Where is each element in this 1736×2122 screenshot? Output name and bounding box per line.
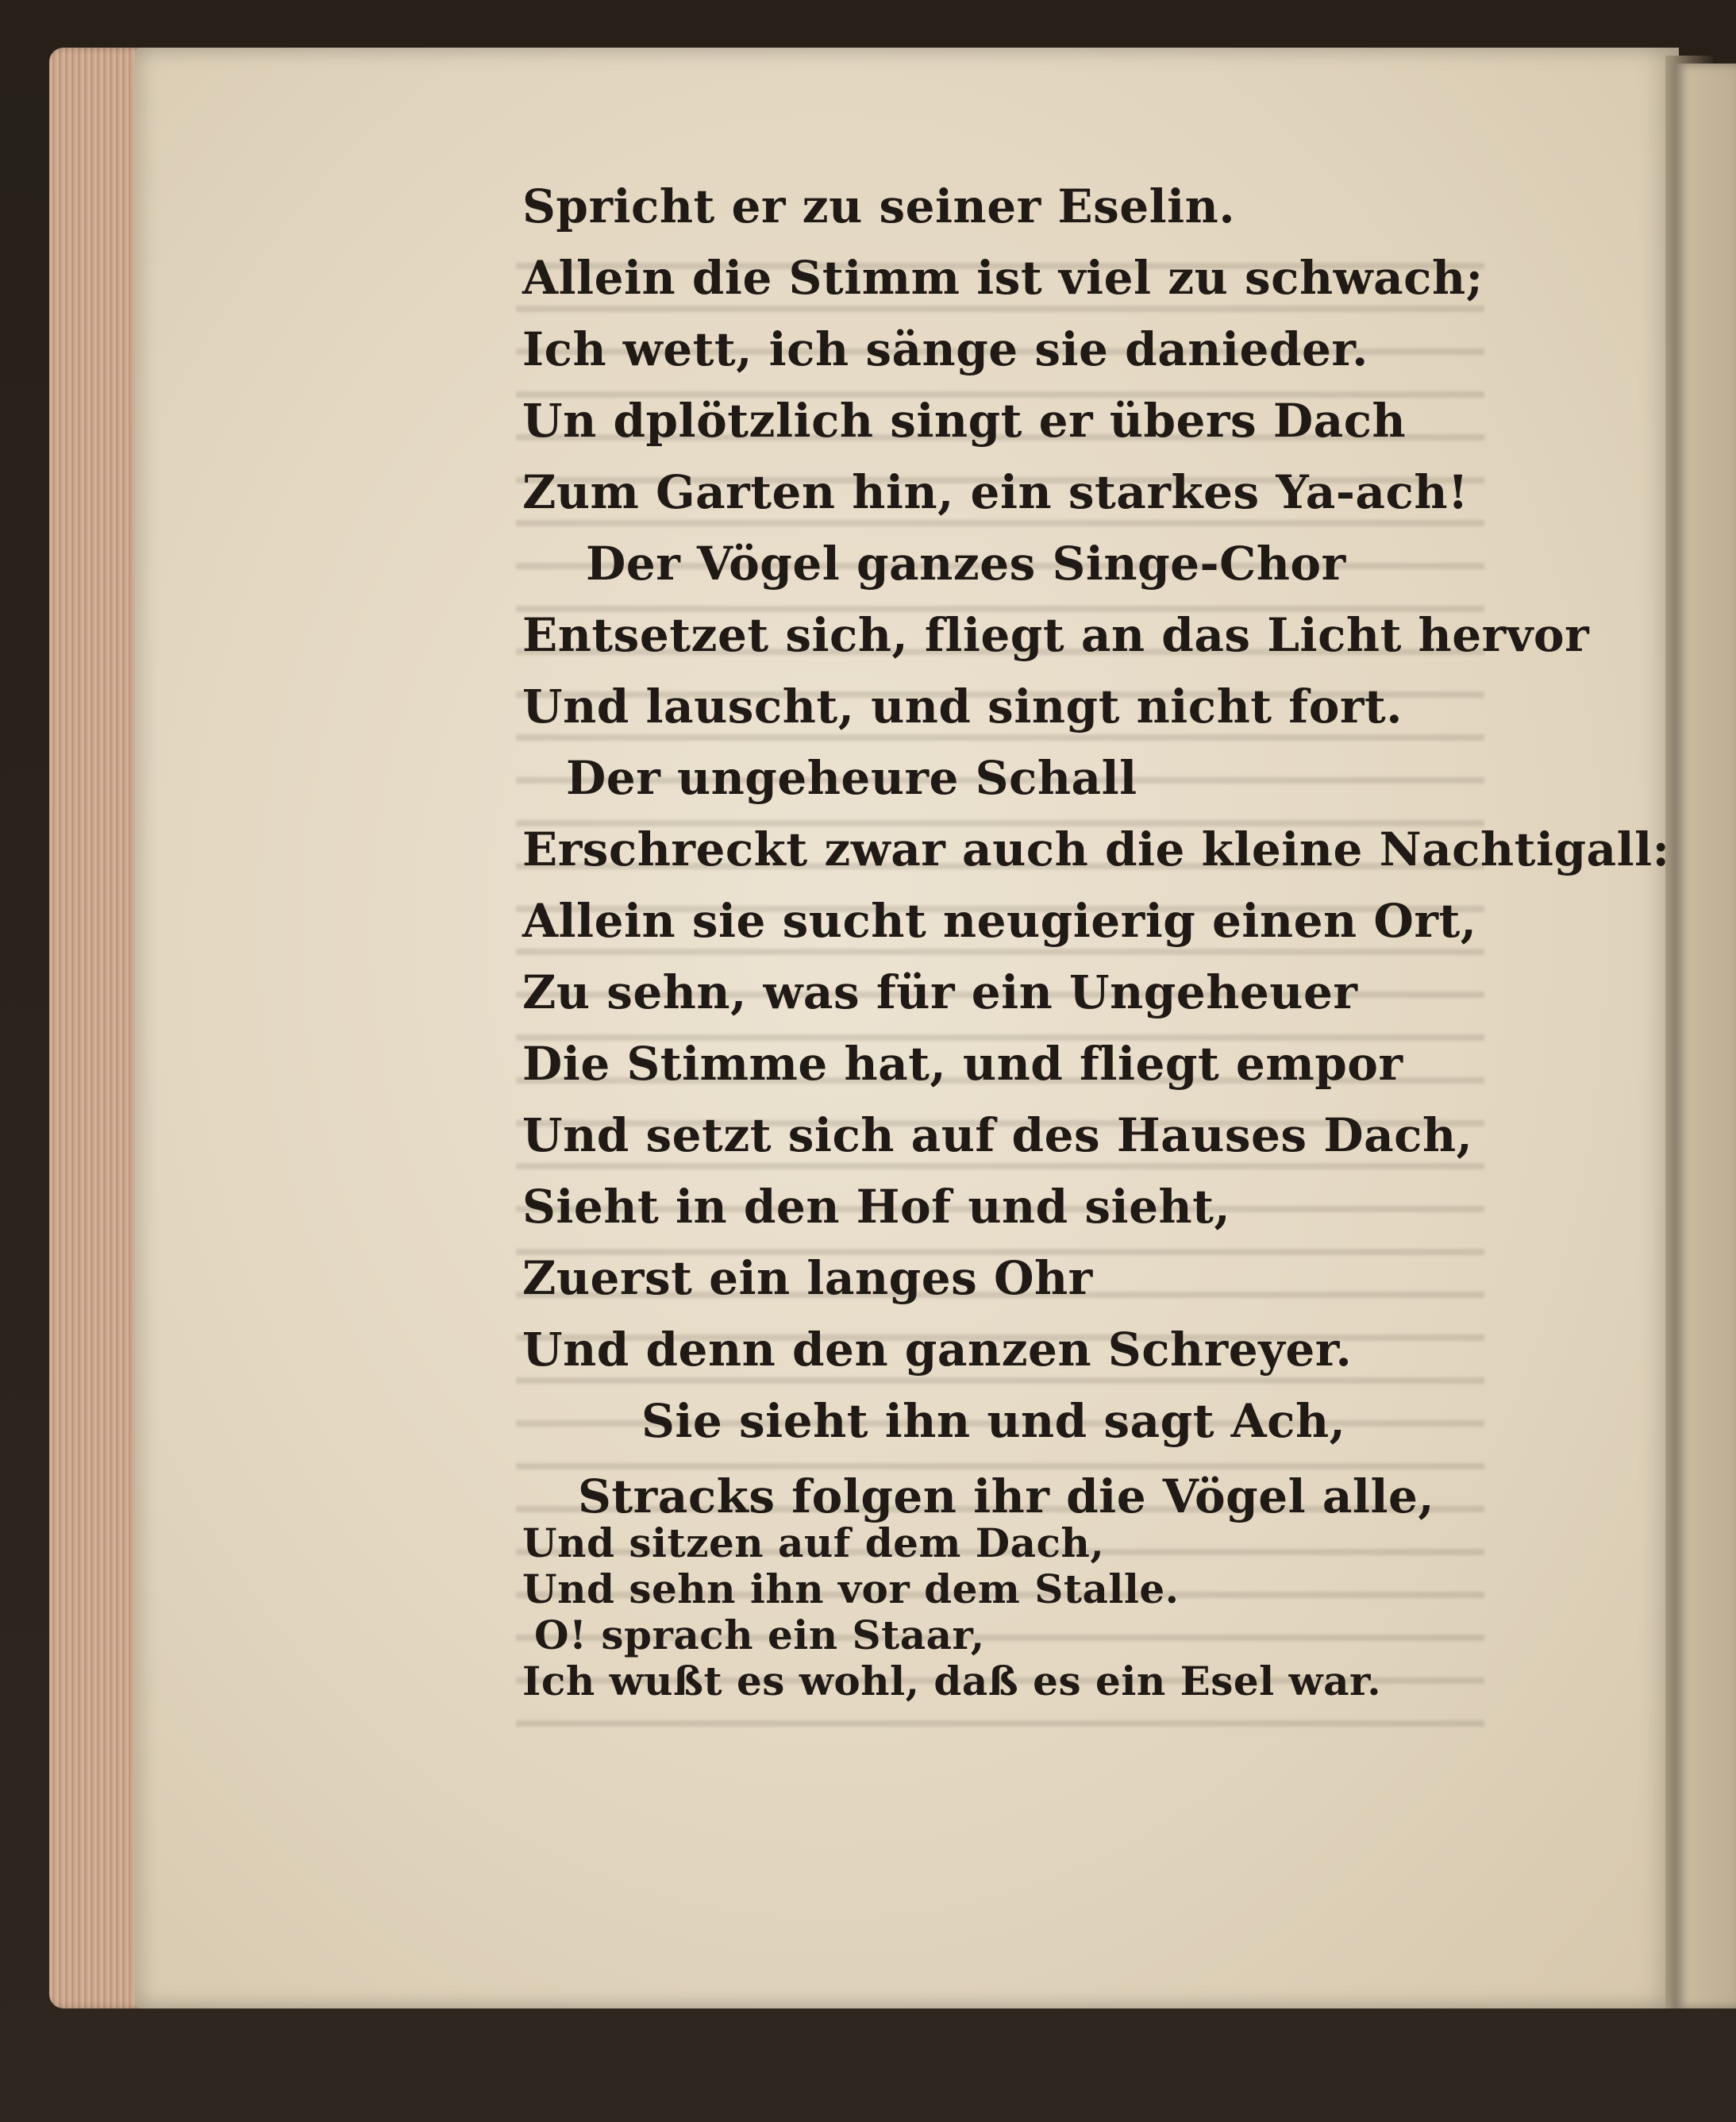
poem-line: Ich wußt es wohl, daß es ein Esel war. xyxy=(522,1658,1382,1704)
poem-line: Entsetzet sich, fliegt an das Licht hervor xyxy=(522,608,1590,662)
poem-line: Und lauscht, und singt nicht fort. xyxy=(522,680,1403,734)
poem-line: Und denn den ganzen Schreyer. xyxy=(522,1323,1353,1377)
poem-line: Der Vögel ganzes Singe-Chor xyxy=(586,537,1346,591)
poem-line: Und sehn ihn vor dem Stalle. xyxy=(522,1566,1180,1612)
poem-line: Und setzt sich auf des Hauses Dach, xyxy=(522,1108,1473,1162)
poem-line: Und sitzen auf dem Dach, xyxy=(522,1519,1105,1566)
poem-line: O! sprach ein Staar, xyxy=(534,1612,985,1658)
facing-page-edge xyxy=(1675,64,1736,2008)
book-page-edges xyxy=(49,48,144,2008)
poem-line: Spricht er zu seiner Eselin. xyxy=(522,179,1236,233)
poem-line: Stracks folgen ihr die Vögel alle, xyxy=(578,1469,1435,1523)
poem-line: Der ungeheure Schall xyxy=(566,751,1137,805)
poem-line: Zuerst ein langes Ohr xyxy=(522,1251,1093,1305)
poem-line: Allein die Stimm ist viel zu schwach; xyxy=(522,251,1484,305)
poem-line: Ich wett, ich sänge sie danieder. xyxy=(522,322,1368,376)
poem-line: Sieht in den Hof und sieht, xyxy=(522,1180,1231,1234)
poem-line: Zu sehn, was für ein Ungeheuer xyxy=(522,965,1358,1019)
poem-line: Sie sieht ihn und sagt Ach, xyxy=(641,1394,1346,1448)
poem-line: Die Stimme hat, und fliegt empor xyxy=(522,1037,1403,1091)
poem-line: Zum Garten hin, ein starkes Ya-ach! xyxy=(522,465,1468,519)
poem-line: Erschreckt zwar auch die kleine Nachtigall: xyxy=(522,822,1670,876)
poem-line: Un dplötzlich singt er übers Dach xyxy=(522,394,1407,448)
poem-line: Allein sie sucht neugierig einen Ort, xyxy=(522,894,1477,948)
